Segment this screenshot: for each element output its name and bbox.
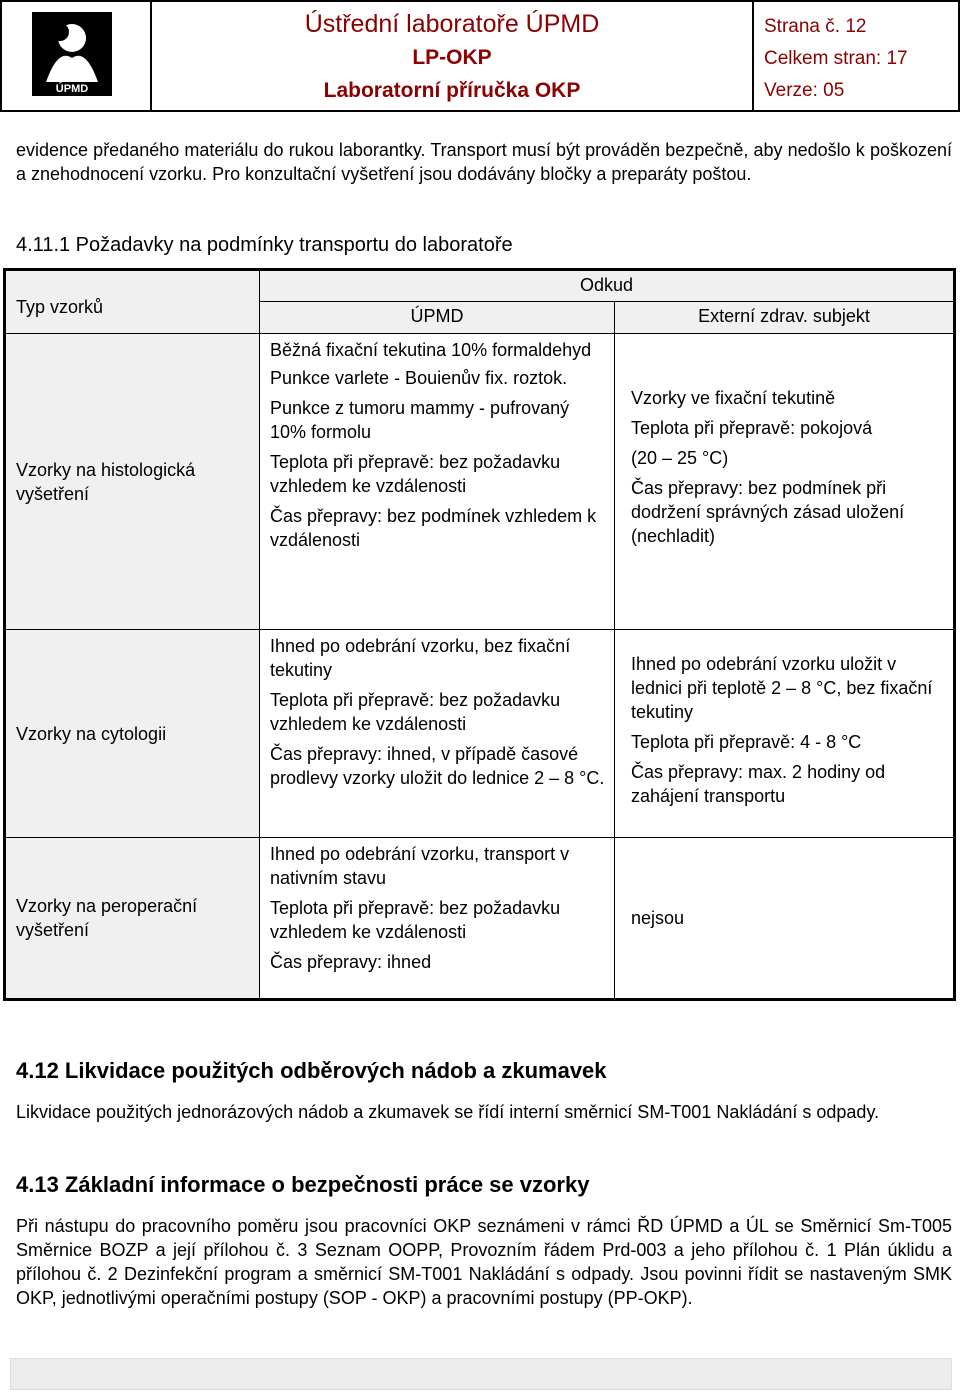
section-heading-4-12: 4.12 Likvidace použitých odběrových nádob a zkumavek [16, 1058, 607, 1083]
page-number: Strana č. 12 [764, 16, 867, 37]
document-title: Laboratorní příručka OKP [323, 79, 581, 102]
row-type: Vzorky na peroperační vyšetření [5, 838, 260, 1000]
header-type: Typ vzorků [5, 270, 260, 334]
page-header [0, 0, 960, 112]
row-upmd: Běžná fixační tekutina 10% formaldehyd Punkce varlete - Bouienův fix. roztok. Punkce z tumoru mammy - pufrovaný 10% formolu Teplota při přepravě: bez požadavku vzhledem ke vzdálenosti Čas přepravy: bez podmínek vzhledem k vzdálenosti [260, 334, 615, 630]
logo-text: ÚPMD [55, 83, 89, 95]
section-4-13-text: Při nástupu do pracovního poměru jsou pracovníci OKP seznámeni v rámci ŘD ÚPMD a ÚL se Směrnicí Sm-T005 Směrnice BOZP a její přílohou č. 3 Seznam OOPP, Provozním řádem Prd-003 a jeho přílohou č. 1 Plán úklidu a přílohou č. 2 Dezinfekční program a směrnicí SM-T001 Nakládání s odpady. Jsou povinni řídit se nastaveným SMK OKP, jednotlivými operačními postupy (SOP - OKP) a pracovními postupy (PP-OKP). [16, 1216, 952, 1308]
institution-name: Ústřední laboratoře ÚPMD [304, 10, 600, 38]
version: Verze: 05 [764, 80, 845, 101]
row-external: Ihned po odebrání vzorku uložit v lednici při teplotě 2 – 8 °C, bez fixační tekutiny Teplota při přepravě: 4 - 8 °C Čas přepravy: max. 2 hodiny od zahájení transportu [615, 630, 955, 838]
section-heading-4-11-1: 4.11.1 Požadavky na podmínky transportu do laboratoře [16, 234, 513, 256]
logo [2, 2, 152, 110]
intro-paragraph: evidence předaného materiálu do rukou laborantky. Transport musí být prováděn bezpečně, aby nedošlo k poškození a znehodnocení vzorku. Pro konzultační vyšetření jsou dodávány bločky a preparáty poštou. [16, 140, 952, 184]
upmd-logo-icon [2, 2, 146, 110]
row-upmd: Ihned po odebrání vzorku, transport v nativním stavu Teplota při přepravě: bez požadavku vzhledem ke vzdálenosti Čas přepravy: ihned [260, 838, 615, 1000]
row-external: nejsou [615, 838, 955, 1000]
table-row [5, 334, 955, 630]
header-external: Externí zdrav. subjekt [615, 302, 955, 334]
table-row [5, 838, 955, 1000]
row-external: Vzorky ve fixační tekutině Teplota při přepravě: pokojová (20 – 25 °C) Čas přepravy: bez podmínek při dodržení správných zásad uložení (nechladit) [615, 334, 955, 630]
section-heading-4-13: 4.13 Základní informace o bezpečnosti práce se vzorky [16, 1172, 590, 1197]
row-upmd: Ihned po odebrání vzorku, bez fixační tekutiny Teplota při přepravě: bez požadavku vzhledem ke vzdálenosti Čas přepravy: ihned, v případě časové prodlevy vzorky uložit do lednice 2 – 8 °C. [260, 630, 615, 838]
section-4-12-text: Likvidace použitých jednorázových nádob a zkumavek se řídí interní směrnicí SM-T001 Nakládání s odpady. [16, 1102, 880, 1122]
header-meta [754, 2, 958, 110]
document-code: LP-OKP [412, 46, 492, 69]
footer-bar [10, 1358, 952, 1390]
row-type: Vzorky na histologická vyšetření [5, 334, 260, 630]
page-total: Celkem stran: 17 [764, 48, 908, 69]
row-type: Vzorky na cytologii [5, 630, 260, 838]
transport-table [3, 268, 956, 1001]
table-row [5, 630, 955, 838]
header-origin: Odkud [260, 270, 955, 302]
header-title-block [152, 2, 754, 110]
header-upmd: ÚPMD [260, 302, 615, 334]
